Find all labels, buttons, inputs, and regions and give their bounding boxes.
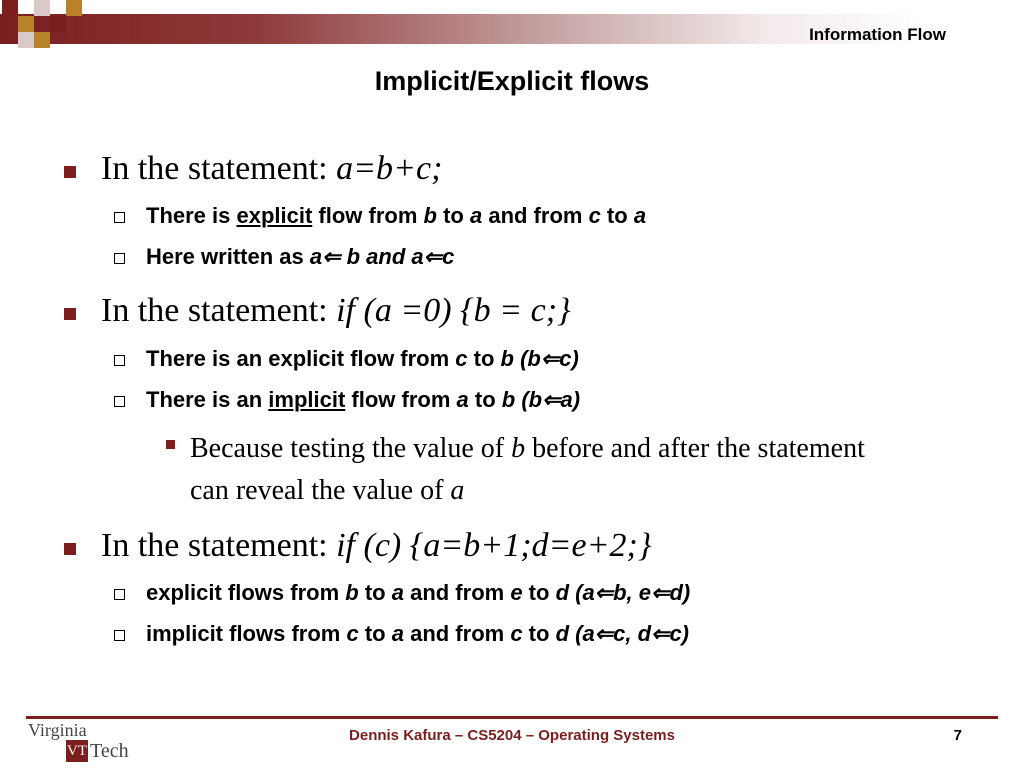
logo-text-top: Virginia	[28, 720, 87, 740]
code-expression: if (c) {a=b+1;d=e+2;}	[336, 527, 652, 564]
emphasis-term: explicit	[236, 203, 313, 228]
page-number: 7	[953, 727, 962, 744]
square-bullet-icon	[166, 440, 175, 449]
bullet-text: In the statement:	[101, 292, 337, 329]
logo-emblem: VT	[66, 740, 88, 762]
footer-divider	[26, 716, 998, 719]
emphasis-term: implicit	[268, 387, 346, 412]
logo-text-bottom: Tech	[90, 740, 129, 762]
hollow-square-bullet-icon	[114, 253, 125, 264]
bullet-text: In the statement:	[101, 527, 337, 564]
square-bullet-icon	[64, 166, 76, 178]
code-expression: if (a =0) {b = c;}	[336, 292, 571, 329]
slide-title: Implicit/Explicit flows	[374, 66, 650, 96]
square-bullet-icon	[64, 308, 76, 320]
bullet-text: In the statement:	[101, 150, 337, 187]
hollow-square-bullet-icon	[114, 630, 125, 641]
footer-text: Dennis Kafura – CS5204 – Operating Systems	[349, 727, 675, 744]
hollow-square-bullet-icon	[114, 355, 125, 366]
square-bullet-icon	[64, 543, 76, 555]
hollow-square-bullet-icon	[114, 396, 125, 407]
slide-content: In the statement: a=b+c; There is explicit flow from b to a and from c to a Here written as a⇐ b and a⇐c In the statement: if (a =0) {b = c;} There is an explicit flow from c to b (b⇐c) There is an implicit flow from a to b (b⇐a) Because testing the value of b before and after the statement can reveal the value of a In the statement: if (c) {a=b+1;d=e+2;} explicit flows from b to a and from e to d (a⇐b, e⇐d) implicit flows from c to a and from c to d (a⇐c, d⇐c)	[0, 0, 1024, 768]
header-title: Information Flow	[809, 25, 946, 44]
hollow-square-bullet-icon	[114, 589, 125, 600]
hollow-square-bullet-icon	[114, 212, 125, 223]
code-expression: a=b+c;	[336, 150, 443, 187]
